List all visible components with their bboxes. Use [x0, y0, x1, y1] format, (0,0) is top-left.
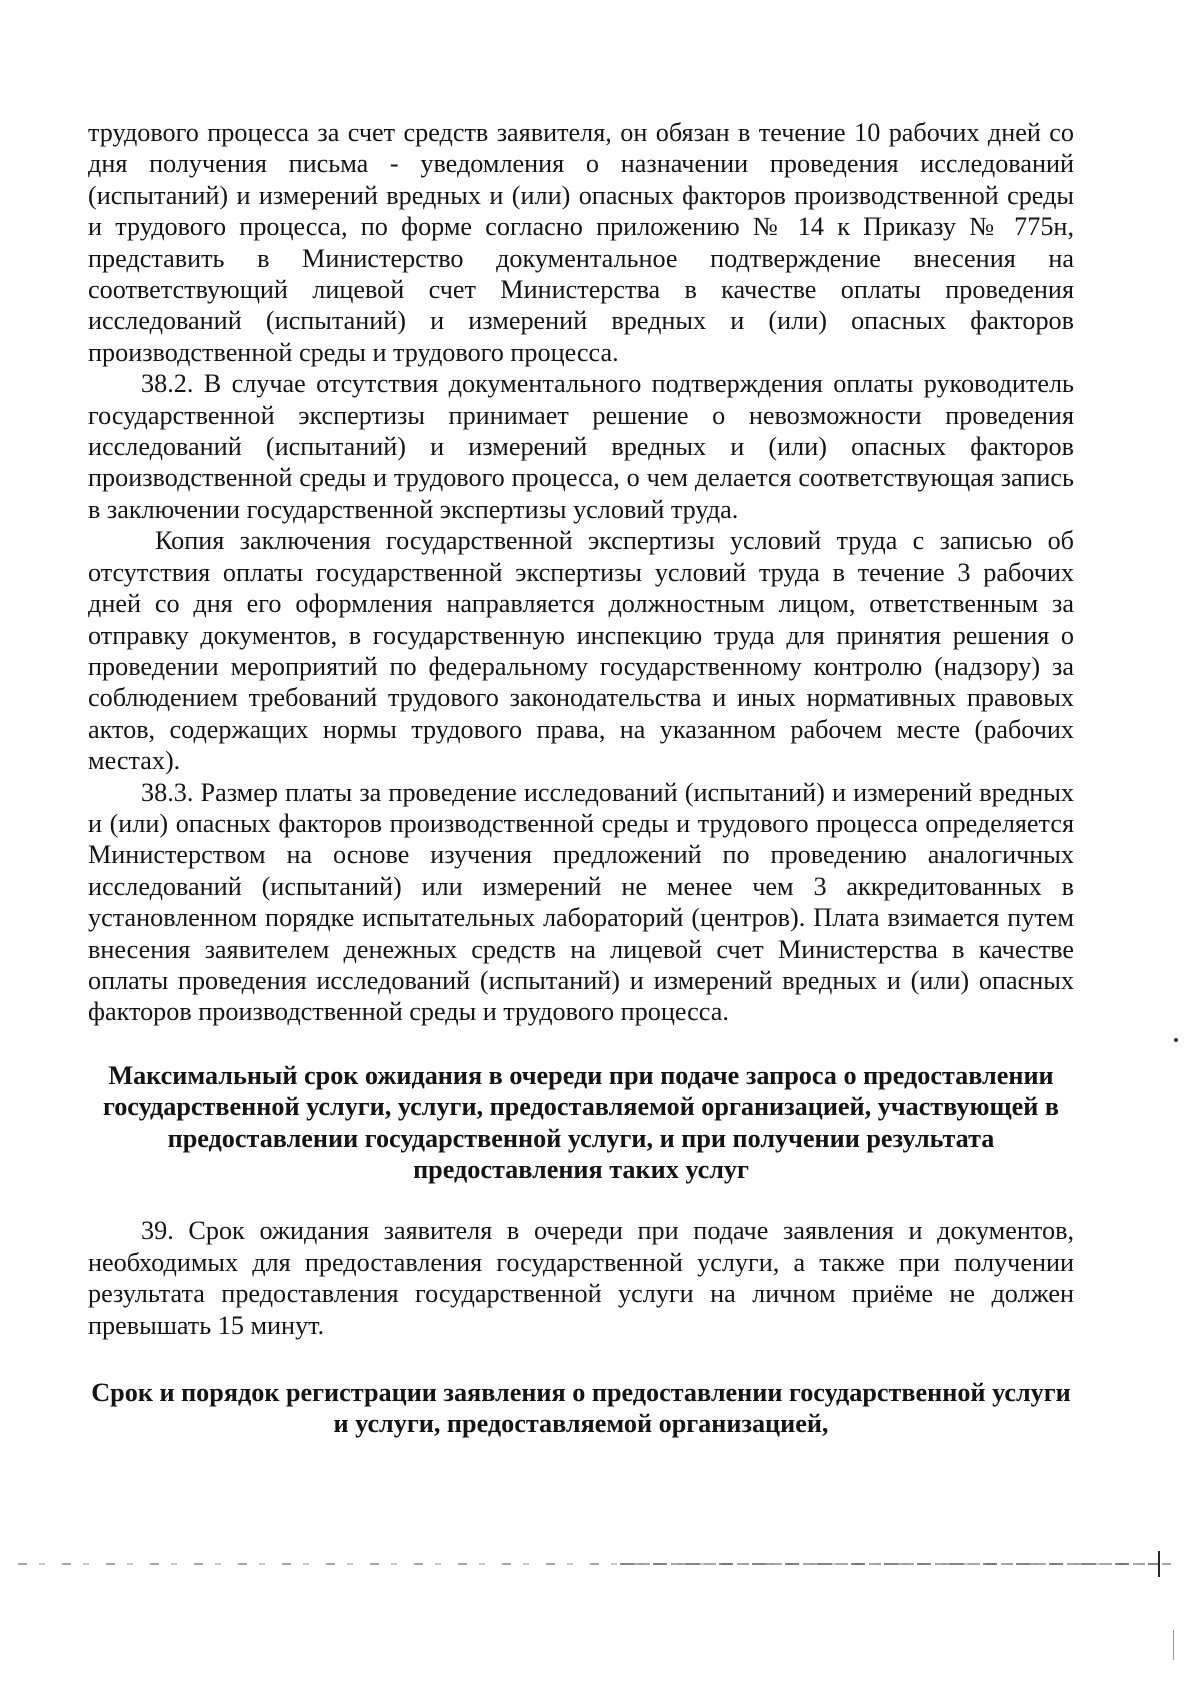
paragraph-copy-of-conclusion: Копия заключения государственной экспертизы условий труда с записью об отсутствия оплаты государственной экспертизы условий труда в течение 3 рабочих дней со дня его оформления направляется должностным лицом, ответственным за отправку документов, в государственную инспекцию труда для принятия решения о проведении мероприятий по федеральному государственному контролю (надзору) за соблюдением требований трудового законодательства и иных нормативных правовых актов, содержащих нормы трудового права, на указанном рабочем месте (рабочих местах).	[88, 526, 1074, 776]
scan-artifact-tick	[1158, 1551, 1160, 1577]
section-heading-waiting-time: Максимальный срок ожидания в очереди при подаче запроса о предоставлении государственной услуги, услуги, предоставляемой организацией, участвующей в предоставлении государственной услуги, и при получении результата предоставления таких услуг	[102, 1060, 1060, 1184]
paragraph-payment-obligation: трудового процесса за счет средств заявителя, он обязан в течение 10 рабочих дней со дня получения письма - уведомления о назначении проведения исследований (испытаний) и измерений вредных и (или) опасных факторов производственной среды и трудового процесса, по форме согласно приложению № 14 к Приказу № 775н, представить в Министерство документальное подтверждение внесения на соответствующий лицевой счет Министерства в качестве оплаты проведения исследований (испытаний) и измерений вредных и (или) опасных факторов производственной среды и трудового процесса.	[88, 118, 1074, 367]
scan-artifact-line-dark	[620, 1563, 1160, 1565]
scan-artifact-tick-lower	[1173, 1630, 1174, 1660]
section-heading-registration: Срок и порядок регистрации заявления о предоставлении государственной услуги и услуги, предоставляемой организацией,	[91, 1378, 1071, 1439]
paragraph-39: 39. Срок ожидания заявителя в очереди при подаче заявления и документов, необходимых для предоставления государственной услуги, а также при получении результата предоставления государственной услуги на личном приёме не должен превышать 15 минут.	[88, 1216, 1074, 1340]
scan-speck	[1174, 1038, 1178, 1042]
document-page	[88, 117, 1074, 1440]
paragraph-38-2: 38.2. В случае отсутствия документального подтверждения оплаты руководитель государственной экспертизы принимает решение о невозможности проведения исследований (испытаний) и измерений вредных и (или) опасных факторов производственной среды и трудового процесса, о чем делается соответствующая запись в заключении государственной экспертизы условий труда.	[88, 369, 1074, 524]
paragraph-38-3: 38.3. Размер платы за проведение исследований (испытаний) и измерений вредных и (или) опасных факторов производственной среды и трудового процесса определяется Министерством на основе изучения предложений по проведению аналогичных исследований (испытаний) или измерений не менее чем 3 аккредитованных в установленном порядке испытательных лабораторий (центров). Плата взимается путем внесения заявителем денежных средств на лицевой счет Министерства в качестве оплаты проведения исследований (испытаний) и измерений вредных и (или) опасных факторов производственной среды и трудового процесса.	[88, 777, 1074, 1027]
